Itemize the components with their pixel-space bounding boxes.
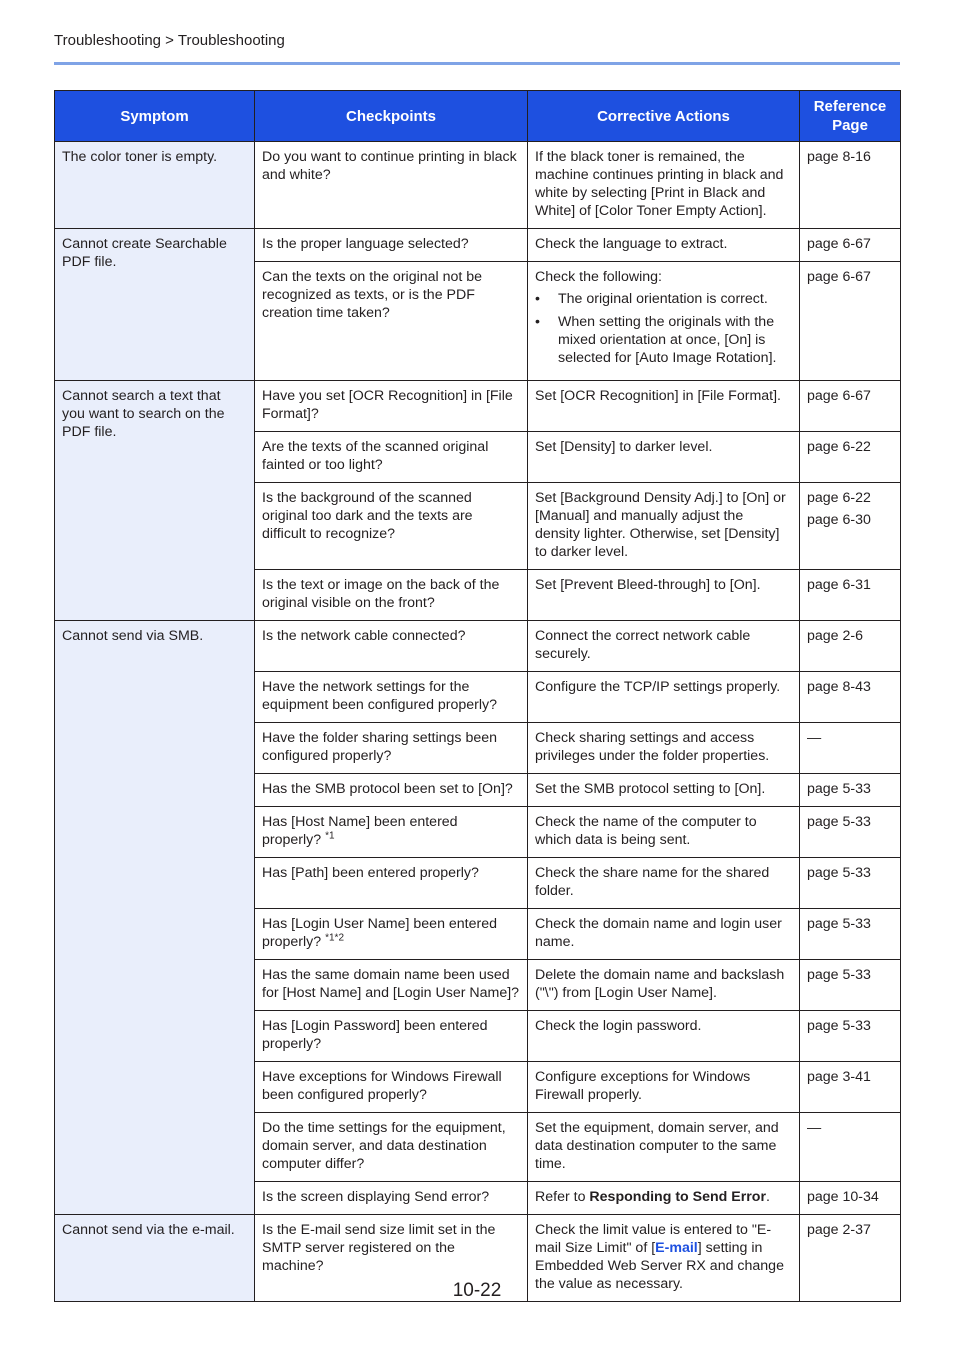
action-text: Refer to <box>535 1189 590 1205</box>
checkpoint-cell: Is the proper language selected? <box>255 229 528 262</box>
symptom-cell: Cannot search a text that you want to search on the PDF file. <box>55 381 255 621</box>
action-cell: Check the language to extract. <box>528 229 800 262</box>
reference-cell: page 10-34 <box>800 1182 901 1215</box>
action-cell: Check sharing settings and access privileges under the folder properties. <box>528 723 800 774</box>
bullet-icon: • <box>535 314 540 330</box>
action-cell: Set [Density] to darker level. <box>528 432 800 483</box>
action-cell: Check the domain name and login user name. <box>528 909 800 960</box>
reference-cell: page 2-6 <box>800 621 901 672</box>
reference-cell: — <box>800 1113 901 1182</box>
checkpoint-cell <box>255 807 528 858</box>
header-corrective-actions: Corrective Actions <box>528 91 800 142</box>
action-cell: Set [OCR Recognition] in [File Format]. <box>528 381 800 432</box>
table-row <box>55 229 901 262</box>
reference-page: page 6-30 <box>807 512 871 528</box>
action-text: . <box>765 1189 770 1205</box>
bullet-icon: • <box>535 291 540 307</box>
checkpoint-cell: Has [Path] been entered properly? <box>255 858 528 909</box>
checkpoint-text: Has [Login User Name] been entered properly? <box>262 916 498 950</box>
page-number: 10-22 <box>452 1280 502 1301</box>
checkpoint-cell: Is the E-mail send size limit set in the SMTP server registered on the machine? <box>255 1215 528 1302</box>
reference-cell: page 6-67 <box>800 262 901 381</box>
action-cell: Set the equipment, domain server, and data destination computer to the same time. <box>528 1113 800 1182</box>
reference-cell: page 5-33 <box>800 858 901 909</box>
action-cell: Check the name of the computer to which data is being sent. <box>528 807 800 858</box>
action-intro: Check the following: <box>535 269 662 285</box>
checkpoint-cell: Are the texts of the scanned original fainted or too light? <box>255 432 528 483</box>
action-text: Check the limit value is entered to "E-mail Size Limit" of [ <box>535 1222 772 1256</box>
header-symptom: Symptom <box>55 91 255 142</box>
reference-cell: page 8-43 <box>800 672 901 723</box>
checkpoint-cell: Has the same domain name been used for [Host Name] and [Login User Name]? <box>255 960 528 1011</box>
checkpoint-cell: Is the screen displaying Send error? <box>255 1182 528 1215</box>
checkpoint-cell: Can the texts on the original not be recognized as texts, or is the PDF creation time taken? <box>255 262 528 381</box>
action-cell <box>528 262 800 381</box>
action-bullet-list <box>535 290 792 367</box>
bullet-text: The original orientation is correct. <box>558 291 768 307</box>
reference-cell: page 3-41 <box>800 1062 901 1113</box>
reference-cell: page 6-31 <box>800 570 901 621</box>
table-row <box>55 142 901 229</box>
action-cell: If the black toner is remained, the machine continues printing in black and white by selecting [Print in Black and White] of [Color Toner Empty Action]. <box>528 142 800 229</box>
checkpoint-cell <box>255 909 528 960</box>
footnote-marker: *1*2 <box>325 932 344 944</box>
table-header-row <box>55 91 901 142</box>
troubleshooting-table <box>54 90 901 1302</box>
checkpoint-cell: Have the folder sharing settings been configured properly? <box>255 723 528 774</box>
reference-cell: page 6-67 <box>800 381 901 432</box>
reference-cell: page 5-33 <box>800 909 901 960</box>
reference-cell: page 6-67 <box>800 229 901 262</box>
table-row <box>55 621 901 672</box>
cross-reference: Responding to Send Error <box>589 1189 766 1205</box>
header-reference-page: Reference Page <box>800 91 901 142</box>
action-cell: Delete the domain name and backslash ("\") from [Login User Name]. <box>528 960 800 1011</box>
reference-cell: page 5-33 <box>800 807 901 858</box>
checkpoint-cell: Have exceptions for Windows Firewall been configured properly? <box>255 1062 528 1113</box>
symptom-cell: Cannot create Searchable PDF file. <box>55 229 255 381</box>
action-cell: Configure exceptions for Windows Firewall properly. <box>528 1062 800 1113</box>
reference-cell: — <box>800 723 901 774</box>
reference-cell: page 8-16 <box>800 142 901 229</box>
action-cell <box>528 1182 800 1215</box>
action-cell: Configure the TCP/IP settings properly. <box>528 672 800 723</box>
header-rule <box>54 62 900 65</box>
list-item <box>535 313 792 367</box>
table-row <box>55 381 901 432</box>
bullet-text: When setting the originals with the mixed orientation at once, [On] is selected for [Auto Image Rotation]. <box>558 314 777 366</box>
action-cell: Connect the correct network cable securely. <box>528 621 800 672</box>
reference-cell: page 5-33 <box>800 1011 901 1062</box>
footnote-marker: *1 <box>325 830 335 842</box>
reference-page: page 6-22 <box>807 490 871 506</box>
checkpoint-cell: Is the text or image on the back of the original visible on the front? <box>255 570 528 621</box>
reference-cell: page 6-22 <box>800 432 901 483</box>
action-text: ] setting in Embedded Web Server RX and change the value as necessary. <box>535 1240 784 1292</box>
checkpoint-cell: Have you set [OCR Recognition] in [File Format]? <box>255 381 528 432</box>
checkpoint-text: Has [Host Name] been entered properly? <box>262 814 458 848</box>
checkpoint-cell: Have the network settings for the equipment been configured properly? <box>255 672 528 723</box>
list-item <box>535 290 792 308</box>
action-cell: Check the login password. <box>528 1011 800 1062</box>
reference-cell: page 2-37 <box>800 1215 901 1302</box>
checkpoint-cell: Do you want to continue printing in black and white? <box>255 142 528 229</box>
symptom-cell: Cannot send via the e-mail. <box>55 1215 255 1302</box>
action-cell: Set the SMB protocol setting to [On]. <box>528 774 800 807</box>
checkpoint-cell: Is the background of the scanned original too dark and the texts are difficult to recognize? <box>255 483 528 570</box>
checkpoint-cell: Has the SMB protocol been set to [On]? <box>255 774 528 807</box>
symptom-cell: The color toner is empty. <box>55 142 255 229</box>
header-checkpoints: Checkpoints <box>255 91 528 142</box>
reference-cell: page 5-33 <box>800 960 901 1011</box>
reference-cell <box>800 483 901 570</box>
symptom-cell: Cannot send via SMB. <box>55 621 255 1215</box>
email-setting-link[interactable]: E-mail <box>655 1240 698 1256</box>
breadcrumb: Troubleshooting > Troubleshooting <box>54 32 285 49</box>
action-cell: Set [Background Density Adj.] to [On] or [Manual] and manually adjust the density lighter. Otherwise, set [Density] to darker level. <box>528 483 800 570</box>
checkpoint-cell: Has [Login Password] been entered properly? <box>255 1011 528 1062</box>
checkpoint-cell: Do the time settings for the equipment, domain server, and data destination computer differ? <box>255 1113 528 1182</box>
action-cell: Check the share name for the shared folder. <box>528 858 800 909</box>
checkpoint-cell: Is the network cable connected? <box>255 621 528 672</box>
action-cell: Set [Prevent Bleed-through] to [On]. <box>528 570 800 621</box>
reference-cell: page 5-33 <box>800 774 901 807</box>
